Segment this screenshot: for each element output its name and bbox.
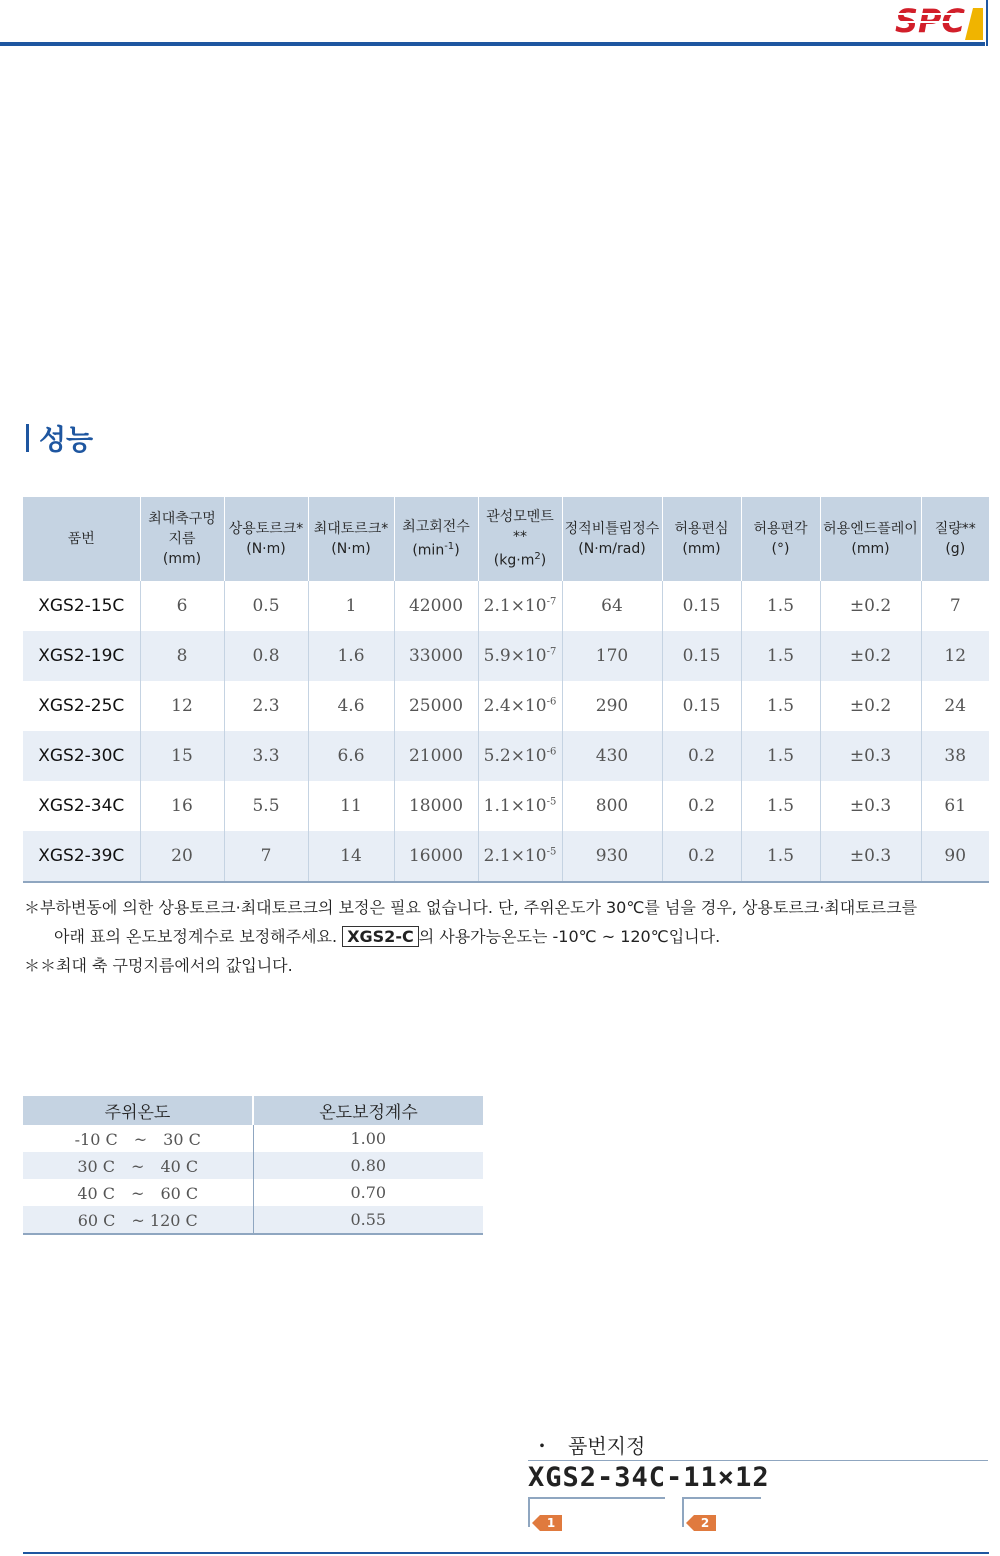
col-header-endplay: 허용엔드플레이 (mm) bbox=[820, 497, 921, 581]
cell-part: XGS2-25C bbox=[38, 696, 125, 716]
cell-max-torque: 4.6 bbox=[308, 681, 394, 731]
cell-factor: 0.80 bbox=[253, 1152, 483, 1179]
cell-stiffness: 290 bbox=[562, 681, 662, 731]
cell-misalign: 0.2 bbox=[662, 731, 741, 781]
col-header-bore: 최대축구멍지름 (mm) bbox=[140, 497, 224, 581]
performance-table-header bbox=[23, 497, 989, 581]
cell-rated-torque: 0.8 bbox=[224, 631, 308, 681]
temperature-table-header bbox=[23, 1096, 483, 1125]
note-1-line-2: 아래 표의 온도보정계수로 보정해주세요. XGS2-C 의 사용가능온도는 -10℃ ~ 120℃입니다. bbox=[54, 927, 721, 946]
note-1-line-1: ＊부하변동에 의한 상용토르크·최대토르크의 보정은 필요 없습니다. 단, 주위온도가 30℃를 넘을 경우, 상용토르크·최대토르크를 bbox=[24, 898, 918, 917]
col-header-rated-torque: 상용토르크* (N·m) bbox=[224, 497, 308, 581]
table-row bbox=[23, 1179, 483, 1206]
header-edge bbox=[986, 0, 988, 46]
cell-max-torque: 1.6 bbox=[308, 631, 394, 681]
cell-bore: 16 bbox=[140, 781, 224, 831]
cell-mass: 24 bbox=[921, 681, 989, 731]
cell-endplay: ±0.3 bbox=[820, 731, 921, 781]
cell-max-rpm: 33000 bbox=[394, 631, 478, 681]
notes bbox=[24, 893, 994, 980]
cell-endplay: ±0.2 bbox=[820, 581, 921, 631]
code-bracket-2 bbox=[682, 1497, 684, 1527]
cell-inertia: $5.9\times 10^{-7}$ bbox=[478, 631, 562, 681]
section-title bbox=[26, 418, 93, 458]
cell-rated-torque: 3.3 bbox=[224, 731, 308, 781]
cell-max-rpm: 18000 bbox=[394, 781, 478, 831]
table-row bbox=[23, 1125, 483, 1152]
performance-table bbox=[23, 497, 989, 883]
footer-divider bbox=[23, 1552, 989, 1554]
cell-misalign: 0.15 bbox=[662, 631, 741, 681]
col-header-angle: 허용편각 (°) bbox=[741, 497, 820, 581]
cell-mass: 61 bbox=[921, 781, 989, 831]
note-2: ＊＊최대 축 구멍지름에서의 값입니다. bbox=[24, 956, 293, 975]
cell-max-torque: 14 bbox=[308, 831, 394, 882]
col-header-correction-factor: 온도보정계수 bbox=[253, 1096, 483, 1125]
cell-endplay: ±0.2 bbox=[820, 631, 921, 681]
cell-inertia: $1.1\times 10^{-5}$ bbox=[478, 781, 562, 831]
table-row bbox=[23, 781, 989, 831]
cell-part: XGS2-39C bbox=[23, 831, 140, 882]
cell-part: XGS2-19C bbox=[23, 631, 140, 681]
table-row bbox=[23, 631, 989, 681]
cell-angle: 1.5 bbox=[741, 681, 820, 731]
table-row bbox=[23, 1152, 483, 1179]
cell-max-rpm: 21000 bbox=[394, 731, 478, 781]
cell-inertia: $2.4\times 10^{-6}$ bbox=[478, 681, 562, 731]
temperature-table bbox=[23, 1096, 483, 1235]
section-title-text: 성능 bbox=[39, 423, 94, 456]
cell-stiffness: 430 bbox=[562, 731, 662, 781]
cell-mass: 38 bbox=[921, 731, 989, 781]
cell-mass: 90 bbox=[921, 831, 989, 882]
cell-max-rpm: 25000 bbox=[394, 681, 478, 731]
bullet: ・ bbox=[532, 1434, 552, 1458]
cell-temp-range: 40 C ~ 60 C bbox=[77, 1184, 199, 1203]
cell-max-rpm: 16000 bbox=[394, 831, 478, 882]
cell-bore: 8 bbox=[140, 631, 224, 681]
cell-angle: 1.5 bbox=[741, 781, 820, 831]
cell-temp-range: 30 C ~ 40 C bbox=[23, 1152, 253, 1179]
cell-endplay: ±0.3 bbox=[820, 781, 921, 831]
cell-angle: 1.5 bbox=[741, 631, 820, 681]
cell-stiffness: 800 bbox=[562, 781, 662, 831]
cell-rated-torque: 7 bbox=[224, 831, 308, 882]
code-underline-2 bbox=[682, 1497, 761, 1499]
header-divider bbox=[0, 42, 985, 46]
cell-misalign: 0.2 bbox=[662, 781, 741, 831]
cell-factor: 1.00 bbox=[253, 1125, 483, 1152]
cell-max-torque: 6.6 bbox=[308, 731, 394, 781]
cell-endplay: ±0.3 bbox=[820, 831, 921, 882]
cell-max-torque: 1 bbox=[308, 581, 394, 631]
cell-bore: 20 bbox=[140, 831, 224, 882]
cell-stiffness: 930 bbox=[562, 831, 662, 882]
col-header-inertia: 관성모멘트** $(kg\cdot m^2)$ bbox=[478, 497, 562, 581]
cell-bore: 6 bbox=[140, 581, 224, 631]
part-number-label: ・ 품번지정 bbox=[532, 1434, 646, 1458]
model-code-box: XGS2-C bbox=[342, 926, 419, 947]
col-header-stiffness: 정적비틀림정수 (N·m/rad) bbox=[562, 497, 662, 581]
cell-misalign: 0.15 bbox=[662, 581, 741, 631]
cell-rated-torque: 0.5 bbox=[224, 581, 308, 631]
cell-temp-range: 60 C ~ 120 C bbox=[23, 1206, 253, 1234]
section-title-bar bbox=[26, 424, 29, 452]
cell-factor: 0.70 bbox=[253, 1179, 483, 1206]
cell-part: XGS2-34C bbox=[38, 796, 125, 816]
cell-inertia: $2.1\times 10^{-7}$ bbox=[478, 581, 562, 631]
cell-mass: 12 bbox=[921, 631, 989, 681]
cell-rated-torque: 2.3 bbox=[224, 681, 308, 731]
col-header-mass: 질량** (g) bbox=[921, 497, 989, 581]
cell-stiffness: 170 bbox=[562, 631, 662, 681]
cell-angle: 1.5 bbox=[741, 831, 820, 882]
col-header-max-torque: 최대토르크* (N·m) bbox=[308, 497, 394, 581]
cell-misalign: 0.2 bbox=[662, 831, 741, 882]
table-row bbox=[23, 581, 989, 631]
cell-part: XGS2-30C bbox=[23, 731, 140, 781]
cell-misalign: 0.15 bbox=[662, 681, 741, 731]
marker-2: 2 bbox=[694, 1515, 716, 1531]
code-underline-1 bbox=[528, 1497, 665, 1499]
cell-bore: 12 bbox=[140, 681, 224, 731]
cell-bore: 15 bbox=[140, 731, 224, 781]
table-row bbox=[23, 831, 989, 882]
logo-text: SPC bbox=[895, 2, 965, 40]
cell-angle: 1.5 bbox=[741, 731, 820, 781]
cell-factor: 0.55 bbox=[253, 1206, 483, 1234]
cell-angle: 1.5 bbox=[741, 581, 820, 631]
col-header-part: 품번 bbox=[23, 497, 140, 581]
cell-stiffness: 64 bbox=[562, 581, 662, 631]
cell-inertia: $2.1\times 10^{-5}$ bbox=[478, 831, 562, 882]
col-header-ambient-temp: 주위온도 bbox=[23, 1096, 253, 1125]
cell-rated-torque: 5.5 bbox=[224, 781, 308, 831]
cell-max-rpm: 42000 bbox=[394, 581, 478, 631]
marker-1: 1 bbox=[540, 1515, 562, 1531]
col-header-max-rpm: 최고회전수 $(\min^{-1})$ bbox=[394, 497, 478, 581]
code-bracket-1 bbox=[528, 1497, 530, 1527]
cell-temp-range: -10 C ~ 30 C bbox=[74, 1130, 201, 1149]
table-row bbox=[23, 681, 989, 731]
table-row bbox=[23, 1206, 483, 1234]
spc-logo bbox=[893, 0, 985, 40]
table-row bbox=[23, 731, 989, 781]
cell-max-torque: 11 bbox=[308, 781, 394, 831]
cell-endplay: ±0.2 bbox=[820, 681, 921, 731]
col-header-misalign: 허용편심 (mm) bbox=[662, 497, 741, 581]
part-number-code: XGS2-34C-11×12 bbox=[528, 1462, 770, 1493]
cell-inertia: $5.2\times 10^{-6}$ bbox=[478, 731, 562, 781]
cell-part: XGS2-15C bbox=[38, 596, 125, 616]
cell-mass: 7 bbox=[921, 581, 989, 631]
part-number-rule bbox=[528, 1460, 988, 1461]
